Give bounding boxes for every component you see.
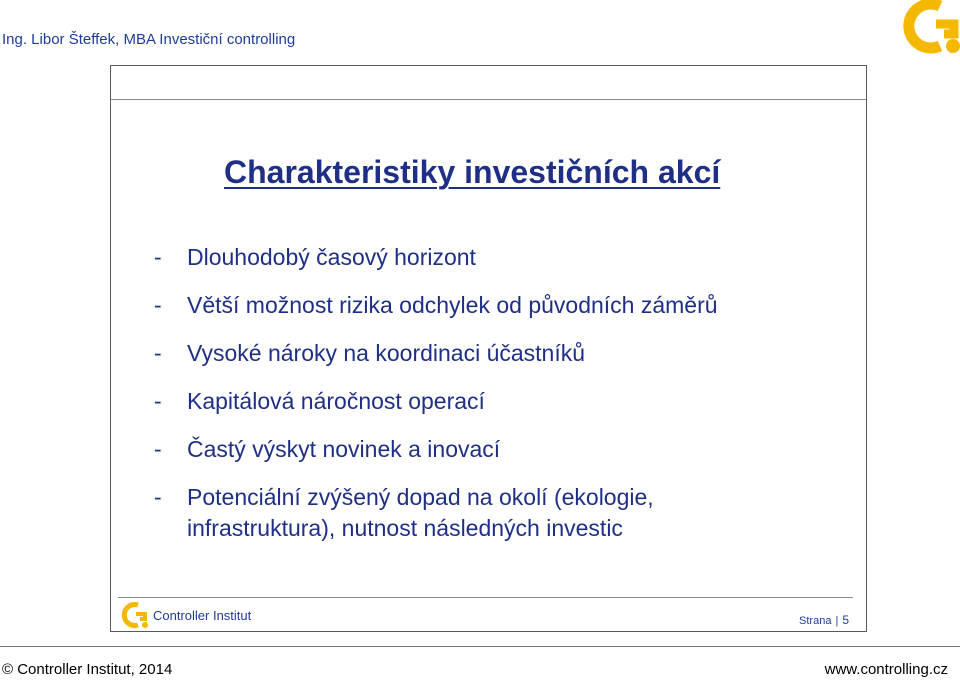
slide-header-divider bbox=[111, 99, 866, 100]
slide-footer-logo-text: Controller Institut bbox=[153, 607, 252, 623]
page-separator: | bbox=[835, 615, 839, 627]
list-item bbox=[154, 482, 807, 544]
bullet-text: Vysoké nároky na koordinaci účastníků bbox=[187, 340, 586, 366]
bullet-text: Potenciální zvýšený dopad na okolí (ekologie, infrastruktura), nutnost následných investic bbox=[187, 484, 654, 541]
bullet-text: Kapitálová náročnost operací bbox=[187, 388, 485, 414]
page-label: Strana bbox=[799, 615, 832, 627]
page-number bbox=[799, 613, 849, 627]
bullet-text: Dlouhodobý časový horizont bbox=[187, 244, 476, 270]
list-item bbox=[154, 338, 807, 369]
header-author-line: Ing. Libor Šteffek, MBA Investiční controlling bbox=[2, 31, 296, 48]
controller-institut-logo-icon bbox=[896, 0, 960, 56]
list-item bbox=[154, 242, 807, 273]
bullet-text: Větší možnost rizika odchylek od původních záměrů bbox=[187, 292, 718, 318]
bullet-text: Častý výskyt novinek a inovací bbox=[187, 436, 501, 462]
bullet-marker: - bbox=[154, 388, 162, 414]
footer-divider bbox=[0, 646, 960, 647]
bullet-marker: - bbox=[154, 484, 162, 510]
bullet-marker: - bbox=[154, 292, 162, 318]
list-item bbox=[154, 386, 807, 417]
page-number-value: 5 bbox=[842, 613, 849, 627]
bullet-marker: - bbox=[154, 244, 162, 270]
slide-footer-logo bbox=[117, 602, 251, 628]
slide-title: Charakteristiky investičních akcí bbox=[224, 154, 721, 190]
slide-frame bbox=[110, 65, 867, 632]
controller-institut-logo-icon bbox=[117, 602, 149, 628]
footer-website-link[interactable]: www.controlling.cz bbox=[824, 661, 948, 678]
list-item bbox=[154, 434, 807, 465]
footer-copyright: © Controller Institut, 2014 bbox=[2, 661, 173, 678]
bullet-list bbox=[154, 242, 807, 561]
slide-footer-divider bbox=[118, 597, 853, 598]
bullet-marker: - bbox=[154, 436, 162, 462]
list-item bbox=[154, 290, 807, 321]
bullet-marker: - bbox=[154, 340, 162, 366]
